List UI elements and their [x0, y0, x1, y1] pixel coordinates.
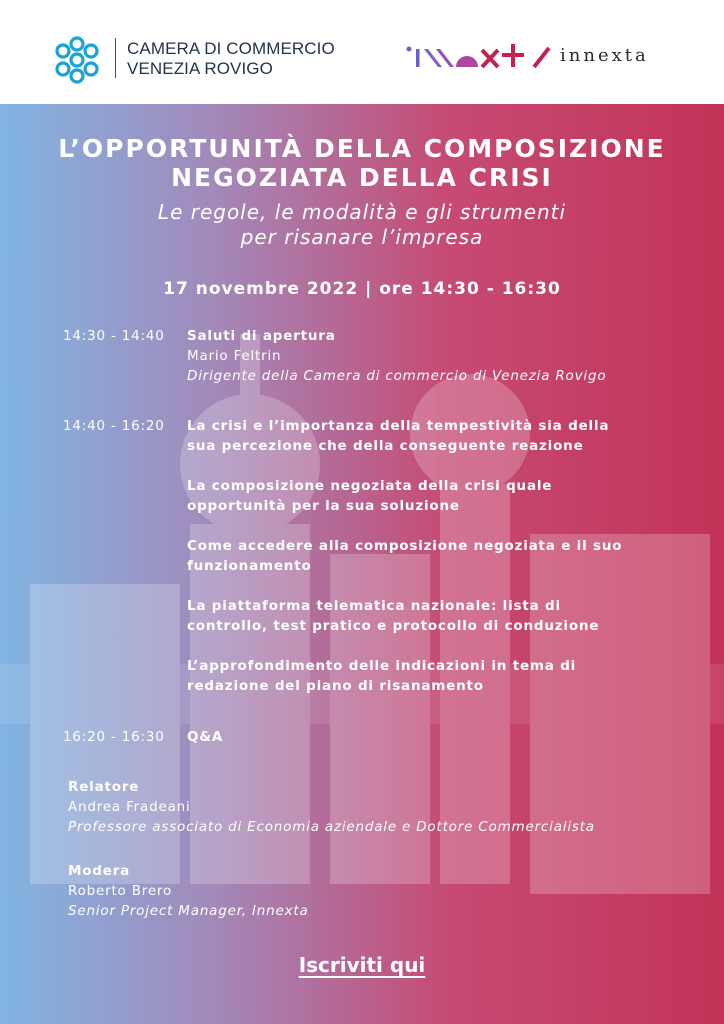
ccvr-line1: CAMERA DI COMMERCIO: [127, 39, 335, 58]
moderator-block: [68, 861, 688, 921]
event-content: [0, 104, 724, 1024]
event-date: 17 novembre 2022 | ore 14:30 - 16:30: [163, 279, 561, 299]
agenda-topic-line: redazione del piano di risanamento: [187, 678, 484, 694]
signup-cta: [0, 953, 724, 977]
agenda-title: Saluti di apertura: [187, 328, 336, 344]
agenda-time: 14:30 - 14:40: [63, 328, 165, 344]
title-line1: L’OPPORTUNITÀ DELLA COMPOSIZIONE: [58, 134, 666, 163]
agenda-topic: [187, 596, 687, 636]
agenda-topic-line: La composizione negoziata della crisi quale: [187, 478, 553, 494]
subtitle-line1: Le regole, le modalità e gli strumenti: [157, 200, 567, 224]
event-subtitle: [0, 200, 724, 250]
agenda-topic-line: L’approfondimento delle indicazioni in tema di: [187, 658, 577, 674]
relatore-role: Professore associato di Economia aziendale e Dottore Commercialista: [68, 819, 595, 835]
agenda-topic: [187, 476, 687, 516]
agenda-topic-line: La crisi e l’importanza della tempestività sia della: [187, 418, 610, 434]
agenda-topic: [187, 416, 687, 456]
logo-divider: [115, 38, 116, 78]
relatore-label: Relatore: [68, 779, 140, 795]
innexta-wordmark: innexta: [560, 45, 649, 66]
title-line2: NEGOZIATA DELLA CRISI: [171, 163, 553, 192]
relatore-name: Andrea Fradeani: [68, 799, 191, 815]
agenda-speaker-role: Dirigente della Camera di commercio di Venezia Rovigo: [187, 368, 607, 384]
agenda-topic: [187, 656, 687, 696]
agenda-topic-line: Come accedere alla composizione negoziata e il suo: [187, 538, 623, 554]
event-title: [0, 134, 724, 192]
relatore-block: [68, 777, 688, 837]
agenda-time: 16:20 - 16:30: [63, 729, 165, 745]
agenda-topic-line: opportunità per la sua soluzione: [187, 498, 460, 514]
camera-commercio-wordmark: [127, 39, 335, 79]
agenda-topic-line: funzionamento: [187, 558, 312, 574]
agenda-title: Q&A: [187, 729, 224, 745]
subtitle-line2: per risanare l’impresa: [240, 225, 484, 249]
signup-link[interactable]: Iscriviti qui: [298, 953, 426, 977]
camera-commercio-logo-icon: [50, 33, 104, 87]
agenda-speaker: Mario Feltrin: [187, 348, 282, 364]
agenda-topic-line: controllo, test pratico e protocollo di conduzione: [187, 618, 600, 634]
logo-header: [0, 0, 724, 104]
innexta-logo-icon: [404, 40, 554, 74]
moderator-label: Modera: [68, 863, 131, 879]
ccvr-line2: VENEZIA ROVIGO: [127, 59, 273, 78]
agenda-topic-line: sua percezione che della conseguente reazione: [187, 438, 584, 454]
agenda-topic: [187, 536, 687, 576]
agenda-topic-line: La piattaforma telematica nazionale: lista di: [187, 598, 561, 614]
moderator-role: Senior Project Manager, Innexta: [68, 903, 309, 919]
moderator-name: Roberto Brero: [68, 883, 173, 899]
agenda-time: 14:40 - 16:20: [63, 418, 165, 434]
